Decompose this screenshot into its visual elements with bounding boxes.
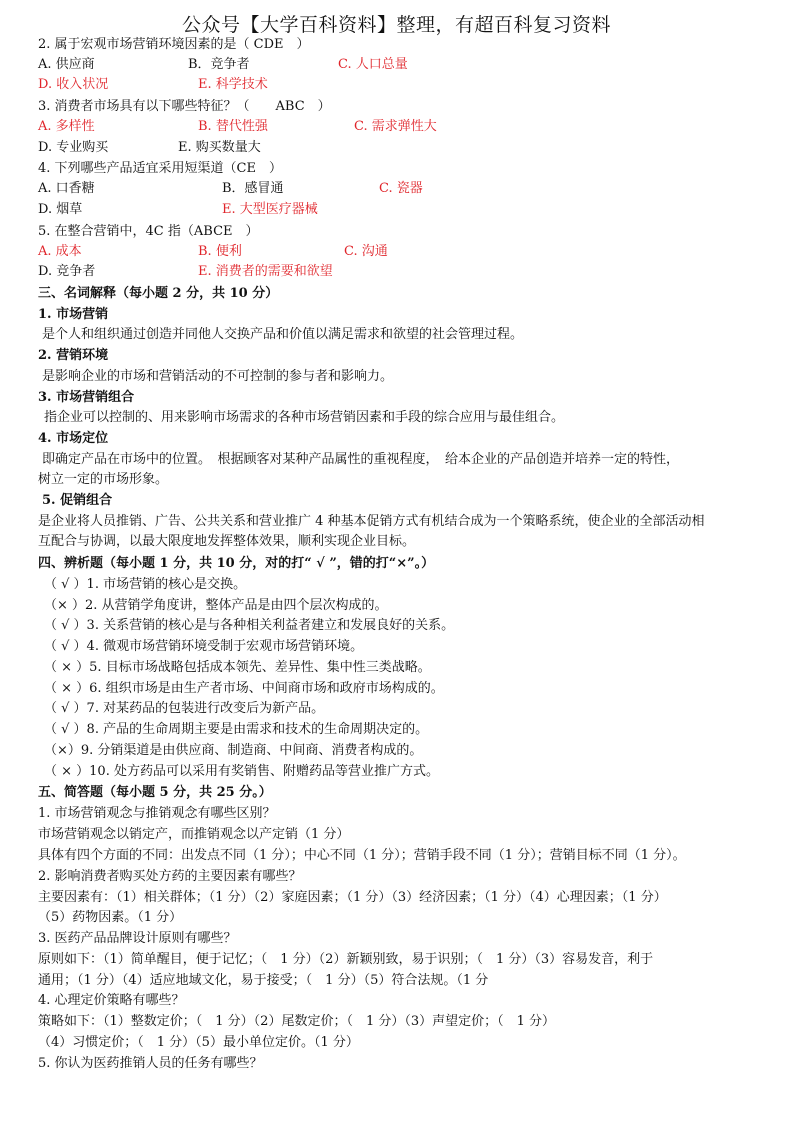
- short-answer-q4: 4. 心理定价策略有哪些？: [38, 993, 185, 1008]
- short-answer-q1: 1. 市场营销观念与推销观念有哪些区别？: [38, 806, 276, 821]
- judgment-item-8: （ √ ）8. 产品的生命周期主要是由需求和技术的生命周期决定的。: [44, 722, 429, 737]
- section-3-title: 三、名词解释（每小题 2 分，共 10 分）: [38, 286, 279, 301]
- section-4-title: 四、辨析题（每小题 1 分，共 10 分，对的打“ √ ”，错的打“×”。）: [38, 556, 435, 571]
- short-answer-a3-line-2: 通用；（1 分）（4）适应地域文化，易于接受；（ 1 分）（5）符合法规。（1 分: [38, 973, 489, 988]
- option-c: C. 需求弹性大: [354, 119, 437, 134]
- option-b: B. 替代性强: [198, 119, 268, 134]
- option-e: E. 购买数量大: [178, 140, 261, 155]
- term-1-definition: 是个人和组织通过创造并同他人交换产品和价值以满足需求和欲望的社会管理过程。: [42, 327, 524, 342]
- option-a: A. 多样性: [38, 119, 95, 134]
- term-4-definition-line-1: 即确定产品在市场中的位置。 根据顾客对某种产品属性的重视程度， 给本企业的产品创造并培养一定的特性，: [42, 452, 680, 467]
- option-c: C. 人口总量: [338, 57, 408, 72]
- short-answer-q2: 2. 影响消费者购买处方药的主要因素有哪些？: [38, 869, 302, 884]
- question-2-stem: 2. 属于宏观市场营销环境因素的是（ CDE ）: [38, 37, 310, 52]
- short-answer-a4-line-1: 策略如下：（1）整数定价；（ 1 分）（2）尾数定价；（ 1 分）（3）声望定价；（ 1 分）: [38, 1014, 556, 1029]
- term-2-definition: 是影响企业的市场和营销活动的不可控制的参与者和影响力。: [42, 369, 394, 384]
- term-4-definition-line-2: 树立一定的市场形象。: [38, 472, 169, 487]
- term-2-title: 2. 营销环境: [38, 348, 109, 363]
- judgment-item-5: （ × ）5. 目标市场战略包括成本领先、差异性、集中性三类战略。: [44, 660, 431, 675]
- question-5-stem: 5. 在整合营销中，4C 指（ABCE ）: [38, 224, 259, 239]
- short-answer-a4-line-2: （4）习惯定价；（ 1 分）（5）最小单位定价。（1 分）: [38, 1035, 359, 1050]
- short-answer-a2-line-2: （5）药物因素。（1 分）: [38, 910, 183, 925]
- question-3-stem: 3. 消费者市场具有以下哪些特征？（ ABC ）: [38, 99, 331, 114]
- option-b: B．竞争者: [188, 57, 250, 72]
- option-d: D. 收入状况: [38, 77, 109, 92]
- judgment-item-6: （ × ）6. 组织市场是由生产者市场、中间商市场和政府市场构成的。: [44, 681, 444, 696]
- term-3-title: 3. 市场营销组合: [38, 390, 135, 405]
- short-answer-q5: 5. 你认为医药推销人员的任务有哪些？: [38, 1056, 263, 1071]
- judgment-item-7: （ √ ）7. 对某药品的包装进行改变后为新产品。: [44, 701, 325, 716]
- option-e: E. 消费者的需要和欲望: [198, 264, 333, 279]
- term-4-title: 4. 市场定位: [38, 431, 109, 446]
- judgment-item-10: （ × ）10. 处方药品可以采用有奖销售、附赠药品等营业推广方式。: [44, 764, 439, 779]
- term-5-definition-line-2: 互配合与协调，以最大限度地发挥整体效果，顺利实现企业目标。: [38, 534, 416, 549]
- question-4-stem: 4. 下列哪些产品适宜采用短渠道（CE ）: [38, 161, 282, 176]
- judgment-item-9: （×）9. 分销渠道是由供应商、制造商、中间商、消费者构成的。: [44, 743, 423, 758]
- option-e: E. 科学技术: [198, 77, 268, 92]
- short-answer-a3-line-1: 原则如下：（1）简单醒目，便于记忆；（ 1 分）（2）新颖别致，易于识别；（ 1 分）（3）容易发音，利于: [38, 952, 654, 967]
- option-c: C. 瓷器: [379, 181, 423, 196]
- judgment-item-2: （× ）2. 从营销学角度讲，整体产品是由四个层次构成的。: [44, 598, 388, 613]
- page-header: 公众号【大学百科资料】整理，有超百科复习资料: [181, 14, 611, 36]
- option-c: C. 沟通: [344, 244, 388, 259]
- option-b: B. 便利: [198, 244, 242, 259]
- option-e: E. 大型医疗器械: [222, 202, 318, 217]
- option-a: A. 成本: [38, 244, 82, 259]
- judgment-item-4: （ √ ）4. 微观市场营销环境受制于宏观市场营销环境。: [44, 639, 364, 654]
- section-5-title: 五、简答题（每小题 5 分，共 25 分。）: [38, 785, 272, 800]
- term-3-definition: 指企业可以控制的、用来影响市场需求的各种市场营销因素和手段的综合应用与最佳组合。: [44, 410, 565, 425]
- term-5-title: 5. 促销组合: [42, 493, 113, 508]
- option-d: D. 烟草: [38, 202, 83, 217]
- short-answer-q3: 3. 医药产品品牌设计原则有哪些？: [38, 931, 237, 946]
- short-answer-a1-line-2: 具体有四个方面的不同：出发点不同（1 分）；中心不同（1 分）；营销手段不同（1 分）；营销目标不同（1 分）。: [38, 848, 686, 863]
- option-b: B．感冒通: [222, 181, 284, 196]
- judgment-item-1: （ √ ）1. 市场营销的核心是交换。: [44, 577, 247, 592]
- option-a: A. 供应商: [38, 57, 95, 72]
- short-answer-a1-line-1: 市场营销观念以销定产，而推销观念以产定销（1 分）: [38, 827, 350, 842]
- term-1-title: 1. 市场营销: [38, 307, 109, 322]
- judgment-item-3: （ √ ）3. 关系营销的核心是与各种相关利益者建立和发展良好的关系。: [44, 618, 455, 633]
- term-5-definition-line-1: 是企业将人员推销、广告、公共关系和营业推广 4 种基本促销方式有机结合成为一个策略系统，使企业的全部活动相: [38, 514, 705, 529]
- option-d: D. 专业购买: [38, 140, 109, 155]
- short-answer-a2-line-1: 主要因素有：（1）相关群体；（1 分）（2）家庭因素；（1 分）（3）经济因素；（1 分）（4）心理因素；（1 分）: [38, 890, 667, 905]
- option-d: D. 竞争者: [38, 264, 96, 279]
- option-a: A. 口香糖: [38, 181, 95, 196]
